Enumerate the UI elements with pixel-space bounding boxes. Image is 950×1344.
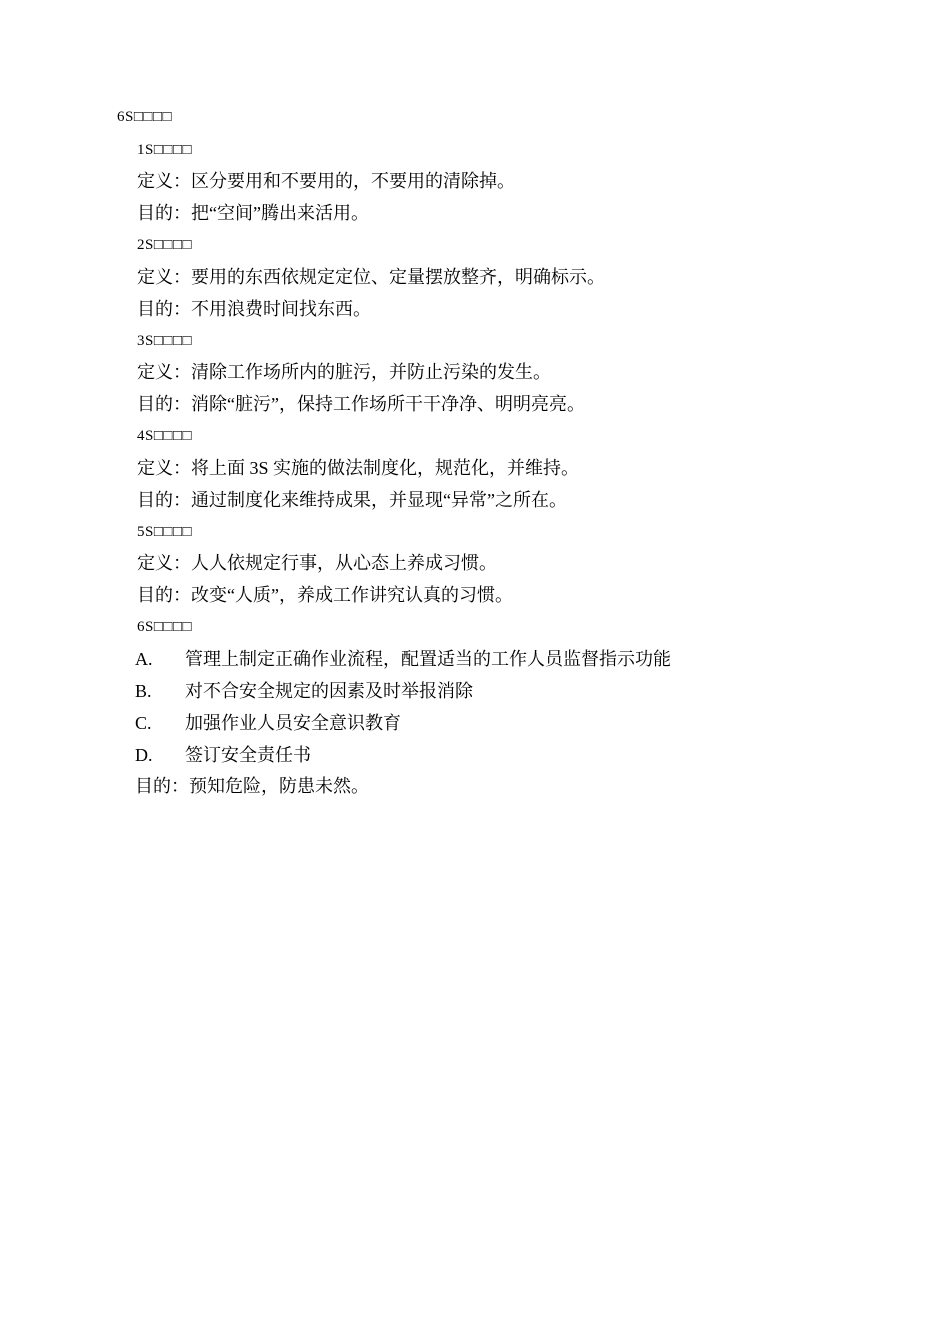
section-1-heading: 1S□□□□ — [137, 142, 193, 158]
section-5-heading: 5S□□□□ — [137, 524, 193, 540]
document-title: 6S□□□□ — [117, 109, 173, 125]
section-1-definition: 定义：区分要用和不要用的，不要用的清除掉。 — [137, 171, 515, 191]
section-2-definition: 定义：要用的东西依规定定位、定量摆放整齐，明确标示。 — [137, 267, 605, 287]
section-3-heading: 3S□□□□ — [137, 333, 193, 349]
section-4-definition: 定义：将上面 3S 实施的做法制度化，规范化，并维持。 — [137, 458, 580, 478]
section-4-purpose: 目的：通过制度化来维持成果，并显现“异常”之所在。 — [137, 490, 567, 510]
list-item-letter: B. — [135, 681, 152, 701]
section-5-definition: 定义：人人依规定行事，从心态上养成习惯。 — [137, 553, 497, 573]
section-6-heading: 6S□□□□ — [137, 619, 193, 635]
list-item-letter: C. — [135, 713, 152, 733]
section-5-purpose: 目的：改变“人质”，养成工作讲究认真的习惯。 — [137, 585, 513, 605]
list-item-letter: A. — [135, 649, 153, 669]
section-4-heading: 4S□□□□ — [137, 428, 193, 444]
section-1-purpose: 目的：把“空间”腾出来活用。 — [137, 203, 369, 223]
list-item-text: 加强作业人员安全意识教育 — [185, 713, 401, 733]
section-2-heading: 2S□□□□ — [137, 237, 193, 253]
section-2-purpose: 目的：不用浪费时间找东西。 — [137, 299, 371, 319]
list-item-letter: D. — [135, 745, 153, 765]
list-item-text: 签订安全责任书 — [185, 745, 311, 765]
section-3-definition: 定义：清除工作场所内的脏污，并防止污染的发生。 — [137, 362, 551, 382]
list-item-text: 对不合安全规定的因素及时举报消除 — [185, 681, 473, 701]
list-item-text: 管理上制定正确作业流程，配置适当的工作人员监督指示功能 — [185, 649, 671, 669]
section-3-purpose: 目的：消除“脏污”，保持工作场所干干净净、明明亮亮。 — [137, 394, 585, 414]
section-6-purpose: 目的：预知危险，防患未然。 — [135, 776, 369, 796]
